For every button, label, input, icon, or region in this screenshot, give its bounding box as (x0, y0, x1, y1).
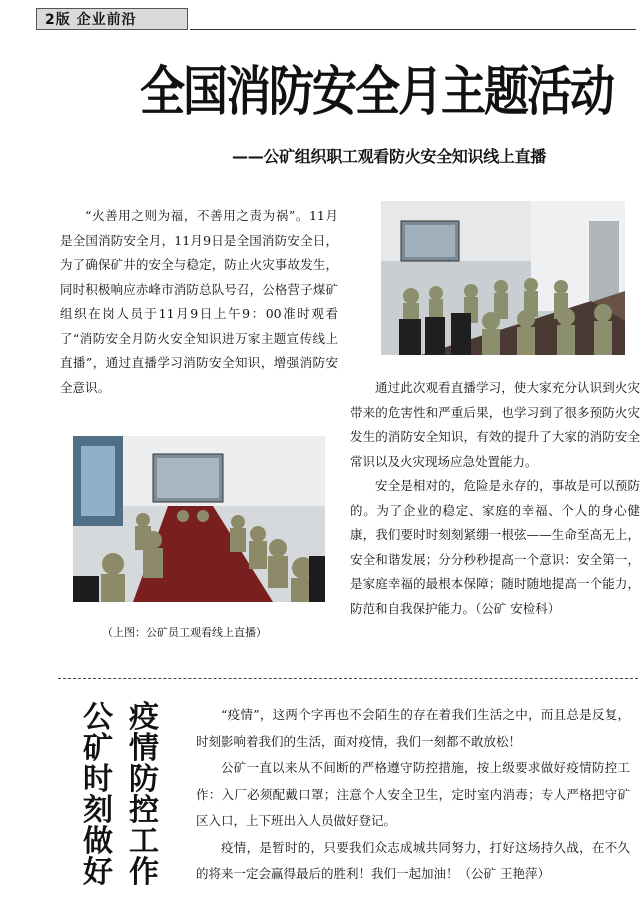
article2-paragraph-1: “疫情”，这两个字再也不会陌生的存在着我们生活之中，而且总是反复，时刻影响着我们的生活，面对疫情，我们一刻都不敢放松！ (196, 707, 630, 749)
vertical-title-char: 工 (129, 824, 159, 859)
article1-left-column (60, 204, 338, 400)
vertical-title-column-1 (76, 702, 120, 888)
article-subheadline: ——公矿组织职工观看防火安全知识线上直播 (232, 147, 547, 166)
vertical-title-char: 时 (83, 762, 113, 797)
article2-paragraph-3: 疫情，是暂时的，只要我们众志成城共同努力，打好这场持久战，在不久的将来一定会赢得最后的胜利！我们一起加油！（公矿 王艳萍） (196, 839, 630, 881)
vertical-title-char: 矿 (83, 731, 113, 766)
header-rule (190, 29, 636, 30)
article-headline: 全国消防安全月主题活动 (140, 59, 614, 123)
vertical-title-char: 好 (83, 855, 113, 890)
vertical-title-char: 刻 (83, 793, 113, 828)
vertical-title-char: 疫 (129, 700, 159, 735)
article1-paragraph-1: “火善用之则为福，不善用之责为祸”。11月是全国消防安全月，11月9日是全国消防安全日，为了确保矿井的安全与稳定，防止火灾事故发生，同时积极响应赤峰市消防总队号召，公格营子煤矿组织在岗人员于11月9日上午9：00准时观看了“消防安全月防火安全知识进万家主题宣传线上直播”，通过直播学习消防安全知识，增强消防安全意识。 (60, 208, 338, 395)
meeting-room-photo-top (381, 201, 625, 355)
article1-paragraph-3: 安全是相对的，危险是永存的，事故是可以预防的。为了企业的稳定、家庭的幸福、个人的身心健康，我们要时时刻刻紧绷一根弦——生命至高无上，安全和谐发展；分分秒秒提高一个意识：安全第一，是家庭幸福的最根本保障；随时随地提高一个能力，防范和自我保护能力。（公矿 安检科） (350, 478, 640, 616)
vertical-title-char: 做 (83, 824, 113, 859)
meeting-photo-illustration-2 (73, 436, 325, 602)
page-section-tag: 2版 企业前沿 (36, 8, 188, 30)
meeting-room-photo-bottom (73, 436, 325, 602)
vertical-title-char: 公 (83, 700, 113, 735)
article1-paragraph-2: 通过此次观看直播学习，使大家充分认识到火灾带来的危害性和严重后果，也学习到了很多预防火灾发生的消防安全知识，有效的提升了大家的消防安全常识以及火灾现场应急处置能力。 (350, 380, 640, 469)
article2-paragraph-2: 公矿一直以来从不间断的严格遵守防控措施，按上级要求做好疫情防控工作：入厂必须配戴口罩；注意个人安全卫生，定时室内消毒；专人严格把守矿区入口，上下班出入人员做好登记。 (196, 760, 630, 828)
vertical-title-char: 作 (129, 855, 159, 890)
article1-right-column (350, 376, 640, 621)
photo-caption: （上图：公矿员工观看线上直播） (102, 626, 267, 639)
meeting-photo-illustration (381, 201, 625, 355)
section-divider (58, 678, 638, 679)
vertical-title-char: 情 (129, 731, 159, 766)
vertical-title-char: 防 (129, 762, 159, 797)
vertical-title-char: 控 (129, 793, 159, 828)
article2-body (196, 702, 630, 888)
vertical-title-column-2 (122, 702, 166, 888)
